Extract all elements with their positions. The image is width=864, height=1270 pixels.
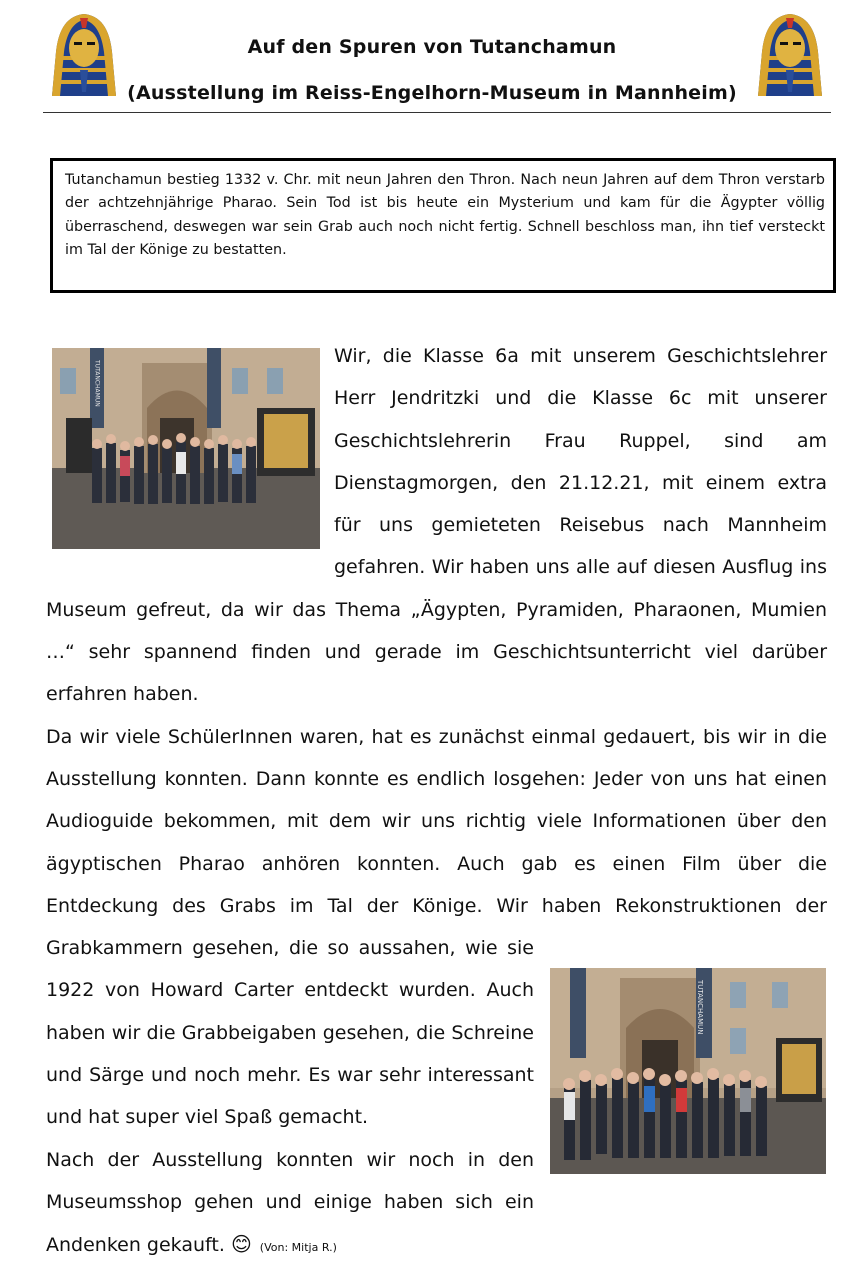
intro-box: [50, 158, 836, 293]
photo2-banner: TUTANCHAMUN: [696, 980, 704, 1035]
article-paragraph-2: Da wir viele SchülerInnen waren, hat es zunächst einmal gedauert, bis wir in die Ausstellung konnten. Dann konnte es endlich losgehen: Jeder von uns hat einen Audioguide bekommen, mit dem wir uns richtig viele Informationen über den ägyptischen Pharao anhören konnten. Auch gab es einen Film über die Entdeckung des Grabs im Tal der Könige. Wir haben Rekonstruktionen der Grabkammern gesehen, die so aussahen, wie sie 1922 von Howard Carter entdeckt wurden. Auch haben wir die Grabbeigaben gesehen, die Schreine und Särge und noch mehr. Es war sehr interessant und hat super viel Spaß gemacht.: [46, 725, 827, 1129]
article-body: [46, 335, 828, 1270]
photo1-banner: TUTANCHAMUN: [93, 360, 101, 407]
author-signoff: (Von: Mitja R.): [259, 1241, 337, 1255]
header-divider: [43, 112, 831, 113]
article-paragraph-3-text: Nach der Ausstellung konnten wir noch in den Museumsshop gehen und einige haben sich ein Andenken gekauft.: [46, 1148, 534, 1257]
page-subtitle: (Ausstellung im Reiss-Engelhorn-Museum in Mannheim): [127, 82, 737, 104]
smiley-icon: 😊: [230, 1232, 252, 1257]
page-title: Auf den Spuren von Tutanchamun: [247, 36, 617, 58]
intro-text: Tutanchamun bestieg 1332 v. Chr. mit neun Jahren den Thron. Nach neun Jahren auf dem Thron verstarb der achtzehnjährige Pharao. Sein Tod ist bis heute ein Mysterium und kam für die Ägypter völlig überraschend, deswegen war sein Grab auch noch nicht fertig. Schnell beschloss man, ihn tief versteckt im Tal der Könige zu bestatten.: [65, 172, 825, 259]
article-paragraph-1: Wir, die Klasse 6a mit unserem Geschichtslehrer Herr Jendritzki und die Klasse 6c mit unserer Geschichtslehrerin Frau Ruppel, sind am Dienstagmorgen, den 21.12.21, mit einem extra für uns gemieteten Reisebus nach Mannheim gefahren. Wir haben uns alle auf diesen Ausflug ins Museum gefreut, da wir das Thema „Ägypten, Pyramiden, Pharaonen, Mumien …“ sehr spannend finden und gerade im Geschichtsunterricht viel darüber erfahren haben.: [46, 345, 827, 706]
photo2-spacer: [534, 973, 828, 1193]
photo1-spacer: [46, 335, 334, 547]
